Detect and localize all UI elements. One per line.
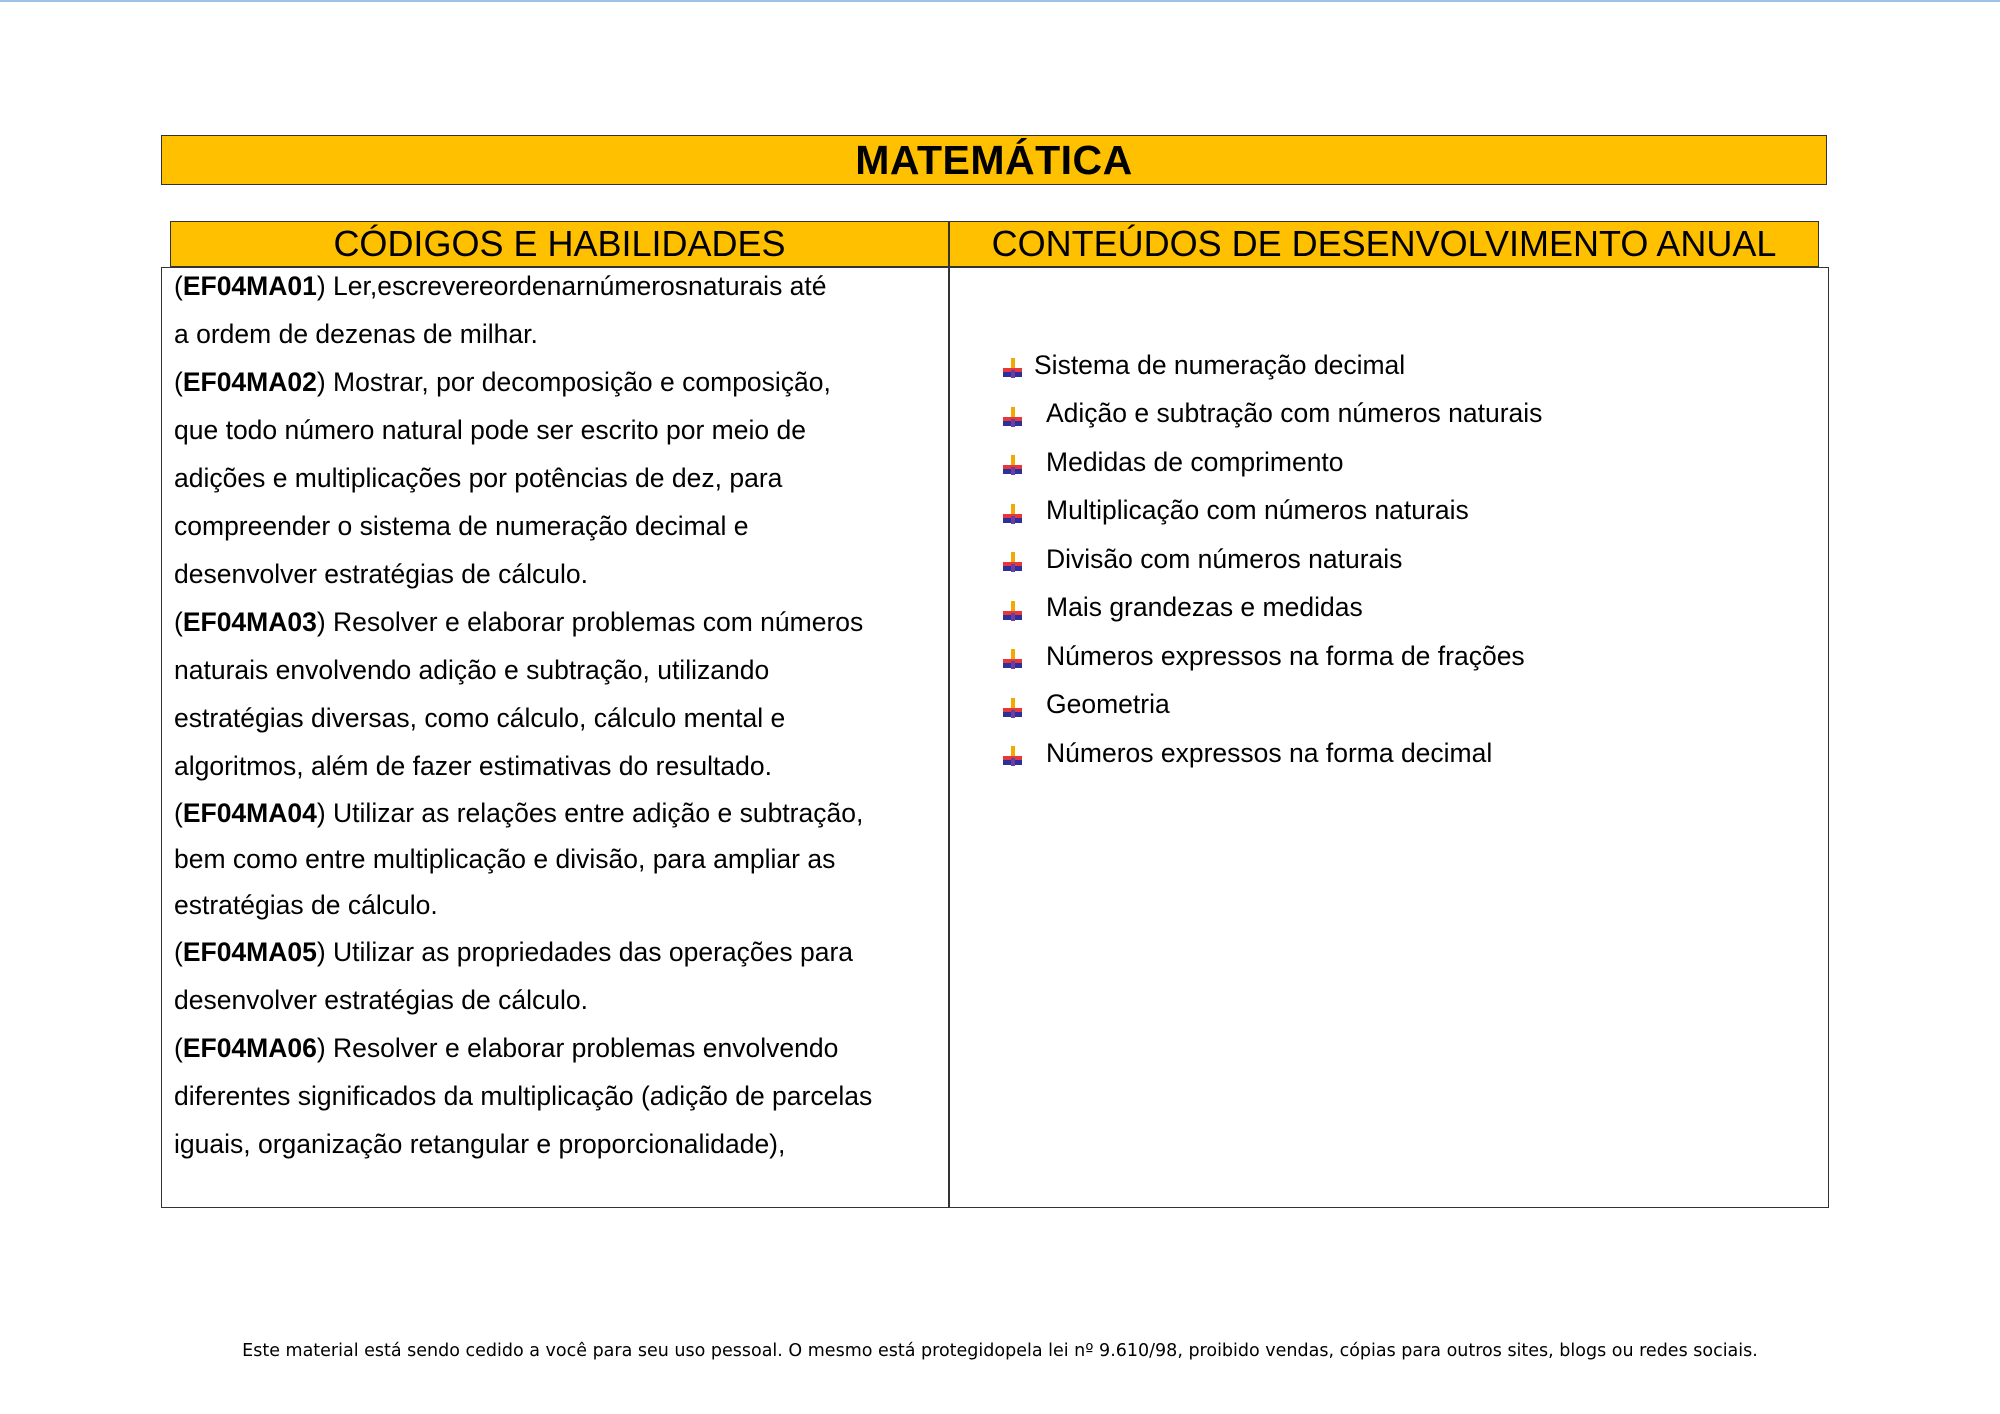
skill-text: ) Mostrar, por decomposição e composição, — [316, 367, 831, 397]
page-title: MATEMÁTICA — [161, 135, 1827, 185]
skill-text: ) Resolver e elaborar problemas envolvendo — [316, 1033, 839, 1063]
skill-text: ) Resolver e elaborar problemas com números — [316, 607, 864, 637]
skill-item: (EF04MA06) Resolver e elaborar problemas envolvendo diferentes significados da multiplicação (adição de parcelas iguais, organização retangular e proporcionalidade), — [174, 1024, 944, 1168]
skill-item: (EF04MA05) Utilizar as propriedades das operações para desenvolver estratégias de cálculo. — [174, 928, 944, 1024]
content-item — [1000, 681, 1800, 730]
skill-text: ) Ler,escrevereordenarnúmerosnaturais até — [316, 271, 827, 301]
skill-item: (EF04MA01) Ler,escrevereordenarnúmerosnaturais até a ordem de dezenas de milhar. — [174, 262, 944, 358]
skill-code: EF04MA05 — [182, 937, 317, 967]
column-divider — [948, 267, 950, 1208]
skills-column-header: CÓDIGOS E HABILIDADES — [170, 221, 949, 267]
arrow-bullet-icon — [1000, 744, 1024, 768]
content-label: Divisão com números naturais — [1046, 543, 1403, 574]
contents-list — [1000, 341, 1800, 778]
content-item — [1000, 487, 1800, 536]
skills-list — [174, 262, 944, 1168]
skill-text: ) Utilizar as propriedades das operações para — [316, 937, 854, 967]
content-label: Adição e subtração com números naturais — [1046, 398, 1543, 429]
content-label: Mais grandezas e medidas — [1046, 592, 1363, 623]
content-item — [1000, 390, 1800, 439]
skill-code: EF04MA02 — [182, 367, 317, 397]
content-label: Medidas de comprimento — [1046, 446, 1344, 477]
copyright-footer: Este material está sendo cedido a você para seu uso pessoal. O mesmo está protegidopela lei nº 9.610/98, proibido vendas, cópias para outros sites, blogs ou redes sociais. — [242, 1341, 1758, 1361]
content-label: Multiplicação com números naturais — [1046, 495, 1469, 526]
content-item — [1000, 729, 1800, 778]
content-item — [1000, 341, 1800, 390]
arrow-bullet-icon — [1000, 647, 1024, 671]
content-label: Números expressos na forma de frações — [1046, 640, 1525, 671]
skill-text: algoritmos, além de fazer estimativas do resultado. — [174, 751, 772, 781]
skill-text: estratégias diversas, como cálculo, cálculo mental e — [174, 703, 786, 733]
content-label: Sistema de numeração decimal — [1034, 349, 1406, 380]
skill-text: bem como entre multiplicação e divisão, para ampliar as — [174, 844, 836, 874]
skill-text: a ordem de dezenas de milhar. — [174, 319, 538, 349]
skill-text: desenvolver estratégias de cálculo. — [174, 559, 588, 589]
skill-text: estratégias de cálculo. — [174, 890, 438, 920]
content-item — [1000, 584, 1800, 633]
arrow-bullet-icon — [1000, 696, 1024, 720]
skill-item: (EF04MA04) Utilizar as relações entre adição e subtração, bem como entre multiplicação e divisão, para ampliar as estratégias de cálculo. — [174, 790, 944, 928]
skill-text: desenvolver estratégias de cálculo. — [174, 985, 588, 1015]
content-label: Geometria — [1046, 689, 1170, 720]
skill-item: (EF04MA02) Mostrar, por decomposição e composição, que todo número natural pode ser escrito por meio de adições e multiplicações por potências de dez, para compreender o sistema de numeração decimal e desenvolver estratégias de cálculo. — [174, 358, 944, 598]
content-label: Números expressos na forma decimal — [1046, 737, 1493, 768]
skill-code: EF04MA03 — [182, 607, 317, 637]
skill-item: (EF04MA03) Resolver e elaborar problemas com números naturais envolvendo adição e subtração, utilizando estratégias diversas, como cálculo, cálculo mental e algoritmos, além de fazer estimativas do resultado. — [174, 598, 944, 790]
content-item — [1000, 632, 1800, 681]
skill-text: naturais envolvendo adição e subtração, utilizando — [174, 655, 770, 685]
skill-code: EF04MA01 — [182, 271, 317, 301]
skill-text: que todo número natural pode ser escrito por meio de — [174, 415, 806, 445]
skill-text: adições e multiplicações por potências de dez, para — [174, 463, 783, 493]
arrow-bullet-icon — [1000, 453, 1024, 477]
contents-column-header: CONTEÚDOS DE DESENVOLVIMENTO ANUAL — [949, 221, 1819, 267]
skill-text: diferentes significados da multiplicação (adição de parcelas — [174, 1081, 873, 1111]
top-rule — [0, 0, 2000, 2]
arrow-bullet-icon — [1000, 356, 1024, 380]
content-item — [1000, 438, 1800, 487]
skill-code: EF04MA04 — [182, 798, 317, 828]
skill-text: iguais, organização retangular e proporcionalidade), — [174, 1129, 786, 1159]
arrow-bullet-icon — [1000, 550, 1024, 574]
skill-text: compreender o sistema de numeração decimal e — [174, 511, 749, 541]
arrow-bullet-icon — [1000, 502, 1024, 526]
skill-text: ) Utilizar as relações entre adição e subtração, — [316, 798, 864, 828]
arrow-bullet-icon — [1000, 405, 1024, 429]
content-item — [1000, 535, 1800, 584]
arrow-bullet-icon — [1000, 599, 1024, 623]
skill-code: EF04MA06 — [182, 1033, 317, 1063]
